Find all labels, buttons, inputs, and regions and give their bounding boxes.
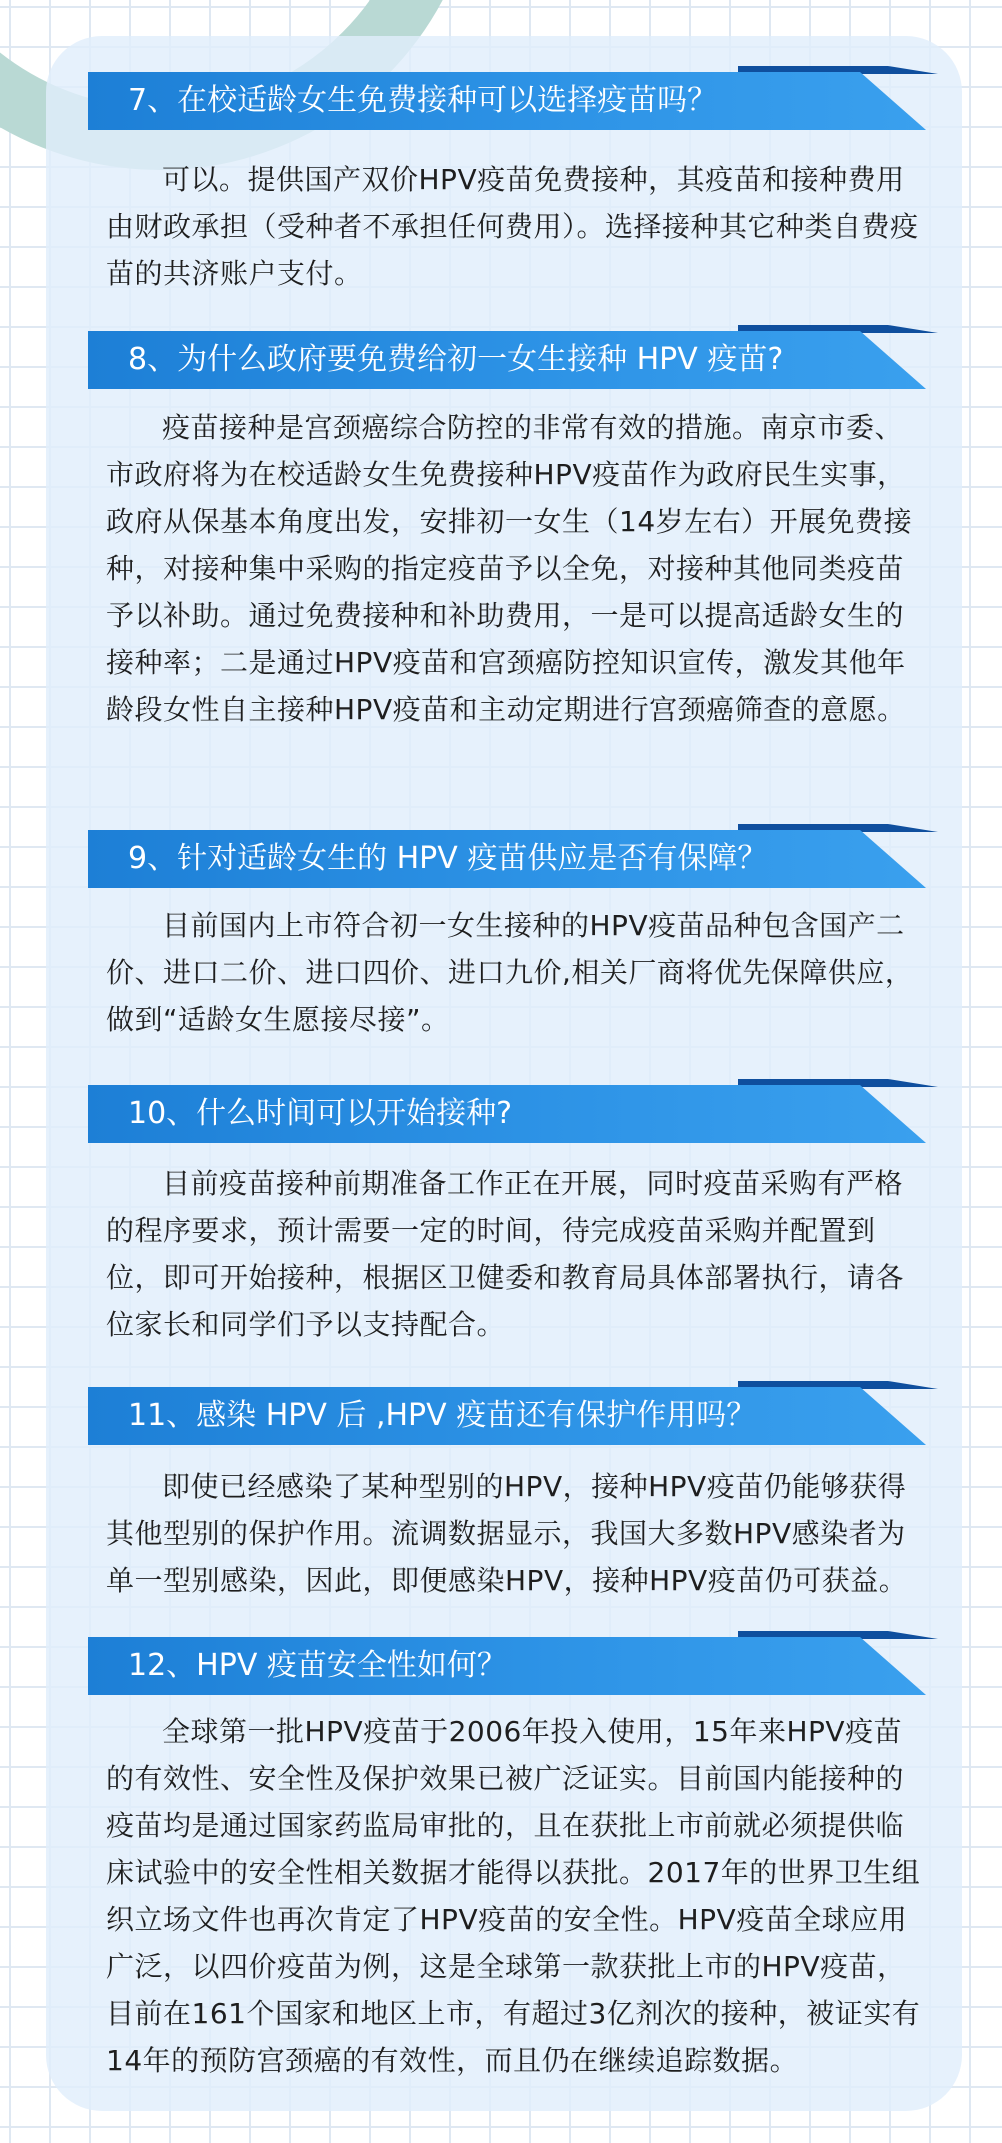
section-title: 9、针对适龄女生的 HPV 疫苗供应是否有保障？ [128,841,768,876]
section-7-header [88,72,926,130]
section-10-body: 目前疫苗接种前期准备工作正在开展，同时疫苗采购有严格的程序要求，预计需要一定的时间，待完成疫苗采购并配置到位，即可开始接种，根据区卫健委和教育局具体部署执行，请各位家长和同学们予以支持配合。 [106,1167,905,1341]
section-10-header [88,1085,926,1143]
section-8-body: 疫苗接种是宫颈癌综合防控的非常有效的措施。南京市委、市政府将为在校适龄女生免费接种HPV疫苗作为政府民生实事，政府从保基本角度出发，安排初一女生（14岁左右）开展免费接种，对接种集中采购的指定疫苗予以全免，对接种其他同类疫苗予以补助。通过免费接种和补助费用，一是可以提高适龄女生的接种率；二是通过HPV疫苗和宫颈癌防控知识宣传，激发其他年龄段女性自主接种HPV疫苗和主动定期进行宫颈癌筛查的意愿。 [106,411,913,726]
section-title: 10、什么时间可以开始接种? [128,1096,513,1131]
section-9-header [88,830,926,888]
section-9-body: 目前国内上市符合初一女生接种的HPV疫苗品种包含国产二价、进口二价、进口四价、进口九价,相关厂商将优先保障供应，做到“适龄女生愿接尽接”。 [106,909,914,1036]
section-7-body: 可以。提供国产双价HPV疫苗免费接种，其疫苗和接种费用由财政承担（受种者不承担任何费用）。选择接种其它种类自费疫苗的共济账户支付。 [106,163,919,290]
section-title: 12、HPV 疫苗安全性如何？ [128,1648,507,1683]
section-12-header [88,1637,926,1695]
section-12-body: 全球第一批HPV疫苗于2006年投入使用，15年来HPV疫苗的有效性、安全性及保护效果已被广泛证实。目前国内能接种的疫苗均是通过国家药监局审批的，且在获批上市前就必须提供临床试验中的安全性相关数据才能得以获批。2017年的世界卫生组织立场文件也再次肯定了HPV疫苗的安全性。HPV疫苗全球应用广泛，以四价疫苗为例，这是全球第一款获批上市的HPV疫苗，目前在161个国家和地区上市，有超过3亿剂次的接种，被证实有14年的预防宫颈癌的有效性，而且仍在继续追踪数据。 [106,1715,921,2077]
section-11-body: 即使已经感染了某种型别的HPV，接种HPV疫苗仍能够获得其他型别的保护作用。流调数据显示，我国大多数HPV感染者为单一型别感染，因此，即便感染HPV，接种HPV疫苗仍可获益。 [106,1470,908,1597]
section-title: 8、为什么政府要免费给初一女生接种 HPV 疫苗? [128,342,784,377]
section-title: 11、感染 HPV 后 ,HPV 疫苗还有保护作用吗？ [128,1398,757,1433]
section-11-header [88,1387,926,1445]
section-8-header [88,331,926,389]
section-title: 7、在校适龄女生免费接种可以选择疫苗吗？ [128,83,718,118]
